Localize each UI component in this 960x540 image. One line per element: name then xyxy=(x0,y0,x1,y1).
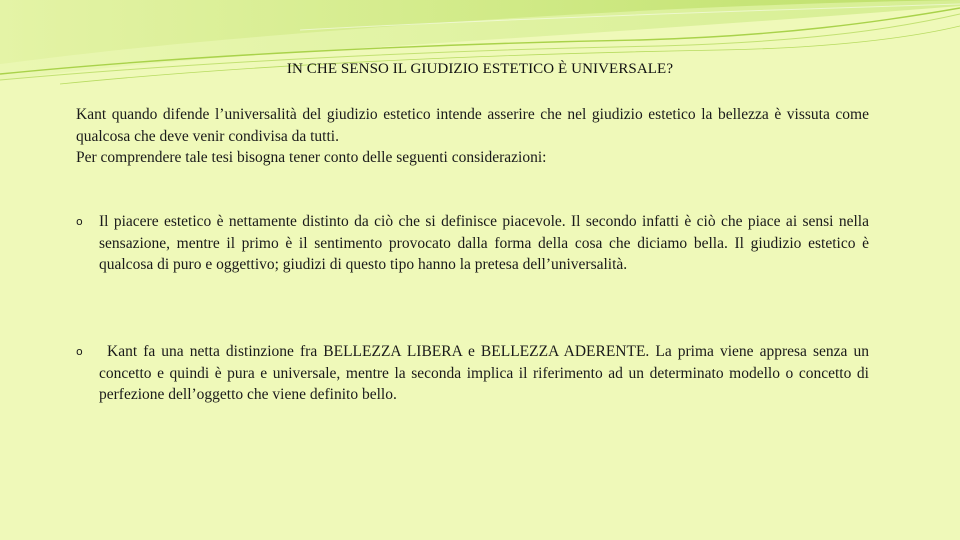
bullet-marker-icon: o xyxy=(76,215,83,228)
bullet-text: Kant fa una netta distinzione fra BELLEZZA LIBERA e BELLEZZA ADERENTE. La prima viene appresa senza un concetto e quindi è pura e universale, mentre la seconda implica il riferimento ad un determinato modello o concetto di perfezione dell’oggetto che viene definito bello. xyxy=(99,343,869,403)
slide-title: IN CHE SENSO IL GIUDIZIO ESTETICO È UNIVERSALE? xyxy=(286,61,674,77)
intro-line-2: Per comprendere tale tesi bisogna tener conto delle seguenti considerazioni: xyxy=(76,149,547,166)
intro-paragraph xyxy=(76,104,869,169)
bullet-item-bellezza xyxy=(76,341,869,406)
bullet-item-piacere xyxy=(76,211,869,276)
bullet-text: Il piacere estetico è nettamente distinto da ciò che si definisce piacevole. Il secondo infatti è ciò che piace ai sensi nella sensazione, mentre il primo è il sentimento provocato dalla forma della cosa che diciamo bella. Il giudizio estetico è qualcosa di puro e oggettivo; giudizi di questo tipo hanno la pretesa dell’universalità. xyxy=(99,213,869,273)
intro-line-1: Kant quando difende l’universalità del giudizio estetico intende asserire che nel giudizio estetico la bellezza è vissuta come qualcosa che deve venir condivisa da tutti. xyxy=(76,106,869,145)
bullet-marker-icon: o xyxy=(76,345,83,358)
